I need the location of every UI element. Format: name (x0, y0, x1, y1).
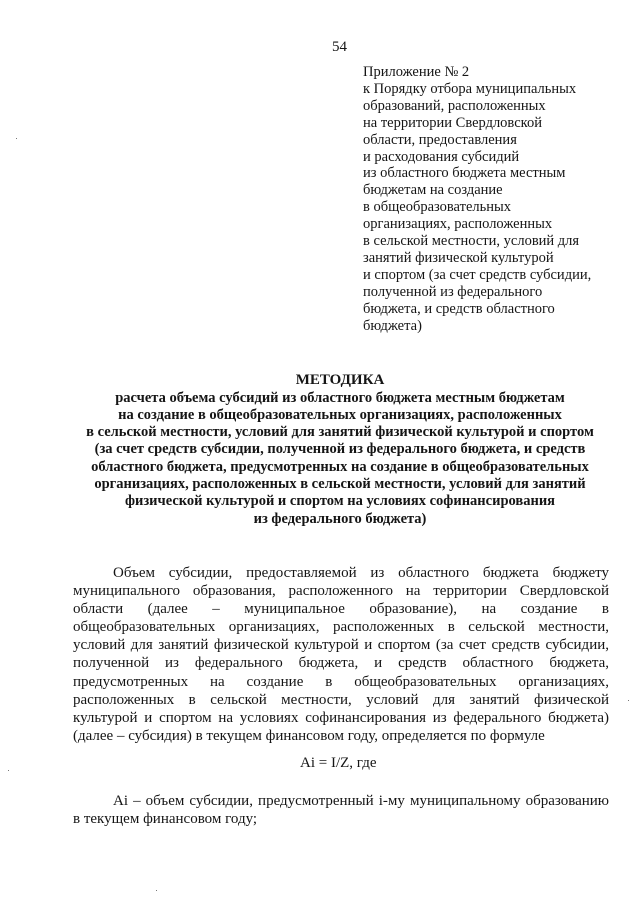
appendix-line: полученной из федерального (363, 283, 543, 300)
paragraph-line: расположенных в сельской местности, условий для занятий физической (73, 691, 609, 708)
appendix-line: области, предоставления (363, 131, 517, 148)
appendix-line: организациях, расположенных (363, 216, 553, 233)
title-line: расчета объема субсидий из областного бюджета местным бюджетам (115, 389, 565, 406)
paragraph-line: муниципального образования, расположенного на территории Свердловской (73, 583, 609, 600)
appendix-line: и спортом (за счет средств субсидии, (363, 266, 592, 283)
appendix-line: бюджета, и средств областного (363, 300, 555, 317)
paragraph-line: Ai – объем субсидии, предусмотренный i-му муниципальному образованию (113, 793, 609, 809)
appendix-line: к Порядку отбора муниципальных (363, 80, 577, 97)
appendix-line: в сельской местности, условий для (363, 233, 580, 250)
title-heading: МЕТОДИКА (295, 372, 385, 388)
appendix-block (363, 64, 623, 335)
scan-speck (8, 770, 9, 771)
title-line: организациях, расположенных в сельской местности, условий для занятий (94, 475, 586, 492)
document-title (40, 372, 640, 528)
main-paragraph (73, 564, 609, 745)
paragraph-line: общеобразовательных организациях, расположенных в сельской местности, (73, 619, 609, 636)
appendix-line: Приложение № 2 (363, 64, 470, 80)
appendix-line: и расходования субсидий (363, 148, 520, 165)
page-number: 54 (332, 39, 347, 55)
title-line: (за счет средств субсидии, полученной из федерального бюджета, и средств (94, 441, 586, 458)
title-line: областного бюджета, предусмотренных на создание в общеобразовательных (91, 458, 589, 475)
paragraph-line: условий для занятий физической культурой и спортом (за счет средств субсидии, (73, 637, 609, 654)
paragraph-line: Объем субсидии, предоставляемой из областного бюджета бюджету (113, 565, 609, 581)
scan-speck (628, 700, 629, 701)
appendix-line: образований, расположенных (363, 97, 546, 114)
appendix-line: бюджетам на создание (363, 182, 503, 199)
appendix-line: бюджета) (363, 317, 422, 334)
paragraph-line: предусмотренных на создание в общеобразовательных организациях, (73, 673, 609, 690)
title-line: в сельской местности, условий для занятий физической культурой и спортом (86, 424, 594, 441)
appendix-line: из областного бюджета местным (363, 165, 566, 182)
paragraph-line: культурой и спортом на условиях софинансирования из федерального бюджета) (73, 709, 609, 726)
title-line: из федерального бюджета) (253, 510, 427, 527)
appendix-line: занятий физической культурой (363, 249, 554, 266)
paragraph-line: в текущем финансовом году; (73, 811, 258, 828)
appendix-line: в общеобразовательных (363, 199, 511, 216)
paragraph-line: полученной из федерального бюджета, и средств областного бюджета, (73, 655, 609, 672)
definition-paragraph (73, 792, 609, 828)
formula: Ai = I/Z, где (300, 755, 377, 771)
scan-speck (156, 890, 157, 891)
paragraph-line: области (далее – муниципальное образование), на создание в (73, 601, 609, 618)
title-line: физической культурой и спортом на условиях софинансирования (124, 493, 556, 510)
title-line: на создание в общеобразовательных организациях, расположенных (118, 406, 562, 423)
paragraph-line: (далее – субсидия) в текущем финансовом году, определяется по формуле (73, 727, 545, 744)
scan-speck (16, 138, 17, 139)
appendix-line: на территории Свердловской (363, 114, 542, 131)
